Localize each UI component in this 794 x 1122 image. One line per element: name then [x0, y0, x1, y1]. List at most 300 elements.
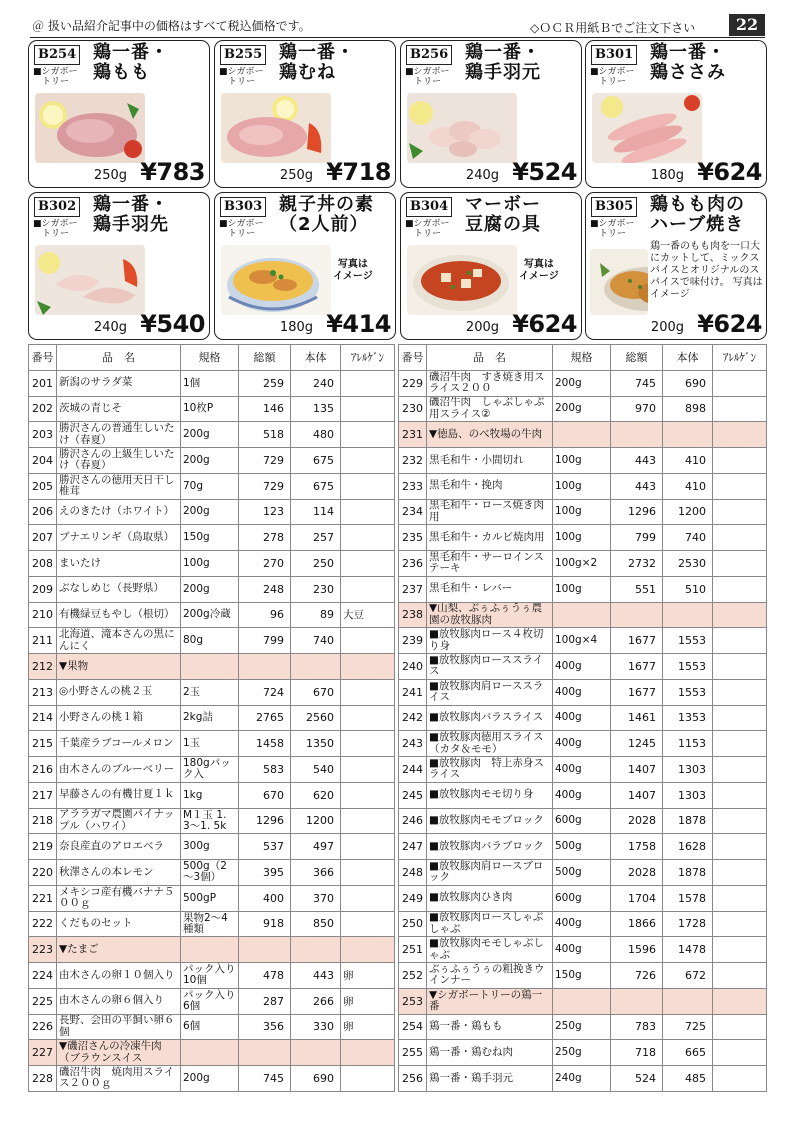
supplier-label: ■シガボー トリー	[405, 219, 450, 239]
cell-spec: 80g	[181, 628, 239, 654]
cell-allergen: 卵	[341, 1014, 395, 1040]
supplier-label: ■シガボー トリー	[590, 219, 635, 239]
product-name: 鶏一番・ 鶏もも	[93, 42, 169, 83]
cell-allergen	[341, 731, 395, 757]
product-photo	[407, 93, 517, 163]
cell-spec	[181, 654, 239, 680]
cell-no: 255	[399, 1040, 427, 1066]
product-price: ¥624	[697, 310, 762, 338]
table-header-row	[29, 345, 395, 371]
cell-name: ■放牧豚肉モモ切り身	[427, 782, 553, 808]
cell-allergen	[713, 448, 767, 474]
cell-base: 850	[291, 911, 341, 937]
product-card-b255	[214, 40, 396, 188]
product-weight: 250g	[279, 168, 313, 183]
table-row	[399, 654, 767, 680]
cell-total: 783	[611, 1014, 663, 1040]
product-weight: 250g	[93, 168, 127, 183]
cell-base: 330	[291, 1014, 341, 1040]
cell-no: 244	[399, 757, 427, 783]
cell-no: 210	[29, 602, 57, 628]
cell-no: 241	[399, 679, 427, 705]
cell-total: 918	[239, 911, 291, 937]
cell-spec: 200g冷蔵	[181, 602, 239, 628]
table-row	[399, 963, 767, 989]
cell-allergen	[341, 396, 395, 422]
product-card-b305	[585, 192, 767, 340]
cell-no: 243	[399, 731, 427, 757]
cell-no: 237	[399, 576, 427, 602]
table-row	[29, 499, 395, 525]
cell-name: ▼たまご	[57, 937, 181, 963]
cell-name: 早藤さんの有機甘夏１ｋ	[57, 782, 181, 808]
cell-name: アララガマ農園パイナップル（ハワイ）	[57, 808, 181, 834]
cell-name: ■放牧豚肉ロースしゃぶしゃぶ	[427, 911, 553, 937]
product-code: B301	[591, 45, 637, 65]
cell-name: 磯沼牛肉 しゃぶしゃぶ用スライス②	[427, 396, 553, 422]
cell-no: 236	[399, 551, 427, 577]
cell-total: 2732	[611, 551, 663, 577]
table-row	[29, 757, 395, 783]
cell-base: 1353	[663, 705, 713, 731]
cell-base: 740	[663, 525, 713, 551]
cell-spec: 100g	[553, 576, 611, 602]
cell-base	[663, 422, 713, 448]
cell-name: くだものセット	[57, 911, 181, 937]
cell-allergen	[713, 911, 767, 937]
table-row	[29, 885, 395, 911]
product-weight: 240g	[465, 168, 499, 183]
cell-name: ■放牧豚肉ロース４枚切り身	[427, 628, 553, 654]
cell-allergen	[341, 551, 395, 577]
cell-total	[611, 602, 663, 628]
cell-name: 黒毛和牛・挽肉	[427, 473, 553, 499]
product-code: B305	[591, 197, 637, 217]
table-row	[399, 860, 767, 886]
cell-no: 206	[29, 499, 57, 525]
product-photo	[35, 245, 145, 315]
cell-total: 729	[239, 473, 291, 499]
cell-name: 黒毛和牛・レバー	[427, 576, 553, 602]
cell-total: 395	[239, 860, 291, 886]
cell-no: 202	[29, 396, 57, 422]
product-code: B255	[220, 45, 266, 65]
table-row	[29, 576, 395, 602]
cell-allergen	[713, 396, 767, 422]
cell-spec: 400g	[553, 705, 611, 731]
cell-total: 970	[611, 396, 663, 422]
product-weight: 240g	[93, 320, 127, 335]
cell-name: ▼果物	[57, 654, 181, 680]
cell-total: 1461	[611, 705, 663, 731]
price-list	[28, 344, 766, 1096]
cell-name: ■放牧豚肉バラブロック	[427, 834, 553, 860]
table-row	[29, 911, 395, 937]
cell-spec: パック入り10個	[181, 963, 239, 989]
product-price: ¥540	[140, 310, 205, 338]
cell-no: 213	[29, 679, 57, 705]
cell-base: 266	[291, 988, 341, 1014]
table-row	[29, 731, 395, 757]
table-row	[399, 1014, 767, 1040]
cell-base: 1878	[663, 860, 713, 886]
cell-total: 1677	[611, 679, 663, 705]
product-card-b304	[400, 192, 582, 340]
page-header	[30, 14, 765, 38]
cell-name: ■放牧豚肉モモしゃぶしゃぶ	[427, 937, 553, 963]
product-weight: 180g	[279, 320, 313, 335]
cell-spec: 400g	[553, 731, 611, 757]
cell-base: 135	[291, 396, 341, 422]
cell-no: 226	[29, 1014, 57, 1040]
cell-no: 232	[399, 448, 427, 474]
product-card-b254	[28, 40, 210, 188]
cell-spec: 150g	[553, 963, 611, 989]
cell-total: 518	[239, 422, 291, 448]
cell-spec	[181, 1040, 239, 1066]
column-header: 品 名	[57, 345, 181, 371]
cell-name: 勝沢さんの徳用天日干し椎茸	[57, 473, 181, 499]
cell-total: 1407	[611, 757, 663, 783]
product-name: 鶏もも肉の ハーブ焼き	[650, 194, 745, 235]
column-header: 番号	[399, 345, 427, 371]
cell-allergen	[713, 988, 767, 1014]
cell-allergen	[341, 1066, 395, 1092]
cell-spec: 250g	[553, 1040, 611, 1066]
table-row	[399, 499, 767, 525]
table-row	[399, 396, 767, 422]
cell-total: 1458	[239, 731, 291, 757]
cell-total: 123	[239, 499, 291, 525]
cell-spec: 1玉	[181, 731, 239, 757]
cell-base: 1478	[663, 937, 713, 963]
cell-total: 537	[239, 834, 291, 860]
cell-name: ■放牧豚肉ひき肉	[427, 885, 553, 911]
cell-spec: 400g	[553, 654, 611, 680]
cell-name: まいたけ	[57, 551, 181, 577]
cell-allergen	[713, 422, 767, 448]
cell-base: 690	[663, 370, 713, 396]
cell-base: 1553	[663, 628, 713, 654]
product-name: 鶏一番・ 鶏手羽先	[93, 194, 169, 235]
cell-base	[663, 988, 713, 1014]
cell-spec: 600g	[553, 808, 611, 834]
cell-spec: 100g	[553, 499, 611, 525]
table-row	[399, 808, 767, 834]
cell-name: ▼磯沼さんの冷凍牛肉（ブラウンスイス	[57, 1040, 181, 1066]
cell-spec: 500g	[553, 834, 611, 860]
cell-total: 278	[239, 525, 291, 551]
cell-spec: 200g	[181, 576, 239, 602]
cell-allergen	[341, 885, 395, 911]
cell-spec: 300g	[181, 834, 239, 860]
cell-base: 240	[291, 370, 341, 396]
cell-base: 1728	[663, 911, 713, 937]
cell-no: 245	[399, 782, 427, 808]
cell-name: メキシコ産有機バナナ５００ｇ	[57, 885, 181, 911]
cell-base	[291, 1040, 341, 1066]
table-row	[399, 370, 767, 396]
column-header: ｱﾚﾙｹﾞﾝ	[713, 345, 767, 371]
table-row	[399, 937, 767, 963]
cell-base: 1578	[663, 885, 713, 911]
product-photo	[592, 93, 702, 163]
product-price: ¥718	[326, 158, 391, 186]
cell-allergen	[713, 473, 767, 499]
cell-total: 287	[239, 988, 291, 1014]
cell-no: 228	[29, 1066, 57, 1092]
cell-total: 356	[239, 1014, 291, 1040]
cell-no: 211	[29, 628, 57, 654]
cell-allergen	[341, 576, 395, 602]
cell-allergen	[713, 937, 767, 963]
cell-total: 270	[239, 551, 291, 577]
cell-allergen	[713, 731, 767, 757]
cell-name: ■放牧豚肉 特上赤身スライス	[427, 757, 553, 783]
column-header: 規格	[181, 345, 239, 371]
table-row	[399, 731, 767, 757]
cell-base: 740	[291, 628, 341, 654]
cell-allergen	[713, 499, 767, 525]
table-row	[399, 551, 767, 577]
table-row	[29, 370, 395, 396]
table-row	[29, 1014, 395, 1040]
cell-allergen	[341, 705, 395, 731]
cell-no: 247	[399, 834, 427, 860]
cell-base: 480	[291, 422, 341, 448]
table-row	[29, 860, 395, 886]
cell-name: ■放牧豚肉肩ロースブロック	[427, 860, 553, 886]
cell-total: 400	[239, 885, 291, 911]
cell-total: 248	[239, 576, 291, 602]
cell-name: ▼山梨、ぶぅふぅうぅ農園の放牧豚肉	[427, 602, 553, 628]
cell-base: 1153	[663, 731, 713, 757]
cell-name: 茨城の青じそ	[57, 396, 181, 422]
cell-spec: 400g	[553, 679, 611, 705]
cell-base: 690	[291, 1066, 341, 1092]
cell-name: 由木さんの卵１０個入り	[57, 963, 181, 989]
cell-base: 485	[663, 1066, 713, 1092]
cell-allergen	[713, 628, 767, 654]
cell-no: 212	[29, 654, 57, 680]
table-row	[29, 628, 395, 654]
cell-total: 1677	[611, 628, 663, 654]
cell-total: 1677	[611, 654, 663, 680]
cell-base: 366	[291, 860, 341, 886]
cell-name: 奈良産直のアロエベラ	[57, 834, 181, 860]
cell-spec: 100g	[553, 448, 611, 474]
supplier-label: ■シガボー トリー	[590, 67, 635, 87]
column-header: 本体	[663, 345, 713, 371]
table-row	[29, 602, 395, 628]
cell-no: 207	[29, 525, 57, 551]
cell-spec: 500g（2～3個）	[181, 860, 239, 886]
product-card-b302	[28, 192, 210, 340]
cell-allergen	[341, 473, 395, 499]
cell-total: 799	[239, 628, 291, 654]
cell-base: 89	[291, 602, 341, 628]
supplier-label: ■シガボー トリー	[219, 67, 264, 87]
cell-allergen	[713, 679, 767, 705]
cell-total: 1596	[611, 937, 663, 963]
cell-spec: 250g	[553, 1014, 611, 1040]
cell-name: 小野さんの桃１箱	[57, 705, 181, 731]
product-code: B303	[220, 197, 266, 217]
cell-no: 250	[399, 911, 427, 937]
cell-spec: 180gパック入	[181, 757, 239, 783]
cell-no: 252	[399, 963, 427, 989]
product-name: 鶏一番・ 鶏むね	[279, 42, 355, 83]
cell-base: 114	[291, 499, 341, 525]
cell-base: 670	[291, 679, 341, 705]
cell-spec: 200g	[181, 422, 239, 448]
cell-spec: 200g	[181, 499, 239, 525]
column-header: ｱﾚﾙｹﾞﾝ	[341, 345, 395, 371]
table-row	[399, 1066, 767, 1092]
cell-total: 745	[611, 370, 663, 396]
cell-base: 1553	[663, 654, 713, 680]
table-row	[29, 988, 395, 1014]
cell-base: 540	[291, 757, 341, 783]
product-code: B304	[406, 197, 452, 217]
cell-no: 239	[399, 628, 427, 654]
cell-base: 410	[663, 448, 713, 474]
cell-no: 216	[29, 757, 57, 783]
table-row	[399, 834, 767, 860]
cell-allergen	[341, 654, 395, 680]
cell-total: 724	[239, 679, 291, 705]
product-photo	[221, 93, 331, 163]
cell-total: 670	[239, 782, 291, 808]
product-cards	[28, 40, 766, 340]
cell-base: 1350	[291, 731, 341, 757]
cell-no: 201	[29, 370, 57, 396]
cell-name: 鶏一番・鶏むね肉	[427, 1040, 553, 1066]
cell-name: 黒毛和牛・カルビ焼肉用	[427, 525, 553, 551]
cell-name: 磯沼牛肉 焼肉用スライス２００ｇ	[57, 1066, 181, 1092]
cell-no: 234	[399, 499, 427, 525]
cell-total: 718	[611, 1040, 663, 1066]
cell-allergen	[713, 885, 767, 911]
cell-base: 250	[291, 551, 341, 577]
table-row	[399, 782, 767, 808]
cell-base: 620	[291, 782, 341, 808]
product-photo	[407, 245, 517, 315]
cell-base: 675	[291, 473, 341, 499]
product-card-b301	[585, 40, 767, 188]
cell-allergen	[341, 1040, 395, 1066]
cell-name: 千葉産ラブコールメロン	[57, 731, 181, 757]
cell-spec: 1kg	[181, 782, 239, 808]
table-row	[399, 705, 767, 731]
section-row	[29, 654, 395, 680]
product-code: B302	[34, 197, 80, 217]
cell-total: 2028	[611, 860, 663, 886]
table-row	[399, 679, 767, 705]
cell-total: 551	[611, 576, 663, 602]
cell-total: 2765	[239, 705, 291, 731]
product-code: B254	[34, 45, 80, 65]
table-row	[29, 834, 395, 860]
cell-name: ぶぅふぅうぅの粗挽きウインナー	[427, 963, 553, 989]
cell-name: ■放牧豚肉徳用スライス（カタ＆モモ）	[427, 731, 553, 757]
cell-no: 242	[399, 705, 427, 731]
cell-allergen	[341, 757, 395, 783]
table-row	[29, 963, 395, 989]
table-row	[29, 1066, 395, 1092]
cell-name: ▼徳島、のべ牧場の牛肉	[427, 422, 553, 448]
cell-no: 253	[399, 988, 427, 1014]
product-price: ¥524	[512, 158, 577, 186]
table-row	[399, 628, 767, 654]
cell-spec: 150g	[181, 525, 239, 551]
product-price: ¥624	[697, 158, 762, 186]
cell-spec: 果物2～4種類	[181, 911, 239, 937]
table-row	[29, 448, 395, 474]
cell-no: 203	[29, 422, 57, 448]
cell-spec: 400g	[553, 911, 611, 937]
section-row	[399, 988, 767, 1014]
cell-base: 410	[663, 473, 713, 499]
cell-allergen	[713, 576, 767, 602]
cell-allergen	[713, 551, 767, 577]
cell-allergen	[341, 448, 395, 474]
cell-base: 2530	[663, 551, 713, 577]
price-table-left	[28, 344, 395, 1092]
cell-no: 209	[29, 576, 57, 602]
product-name: 鶏一番・ 鶏ささみ	[650, 42, 726, 83]
product-card-b256	[400, 40, 582, 188]
product-name: 親子丼の素 （2人前）	[279, 194, 374, 235]
cell-base: 230	[291, 576, 341, 602]
cell-allergen	[341, 937, 395, 963]
cell-base: 675	[291, 448, 341, 474]
column-header: 品 名	[427, 345, 553, 371]
cell-base: 665	[663, 1040, 713, 1066]
cell-name: ◎小野さんの桃２玉	[57, 679, 181, 705]
page-number: 22	[729, 14, 765, 36]
column-header: 番号	[29, 345, 57, 371]
table-row	[29, 679, 395, 705]
table-row	[399, 757, 767, 783]
product-name: 鶏一番・ 鶏手羽元	[465, 42, 541, 83]
cell-allergen	[713, 654, 767, 680]
supplier-label: ■シガボー トリー	[33, 67, 78, 87]
cell-allergen	[341, 834, 395, 860]
cell-base: 257	[291, 525, 341, 551]
table-row	[399, 885, 767, 911]
cell-base: 510	[663, 576, 713, 602]
cell-no: 256	[399, 1066, 427, 1092]
cell-base: 443	[291, 963, 341, 989]
cell-no: 223	[29, 937, 57, 963]
cell-no: 233	[399, 473, 427, 499]
cell-allergen: 卵	[341, 963, 395, 989]
product-photo	[35, 93, 145, 163]
cell-total: 1296	[239, 808, 291, 834]
cell-spec: 400g	[553, 757, 611, 783]
cell-total	[239, 1040, 291, 1066]
cell-spec: 10枚P	[181, 396, 239, 422]
cell-spec	[553, 602, 611, 628]
cell-no: 222	[29, 911, 57, 937]
cell-name: ■放牧豚肉ローススライス	[427, 654, 553, 680]
cell-spec: 200g	[181, 1066, 239, 1092]
cell-name: 鶏一番・鶏もも	[427, 1014, 553, 1040]
cell-no: 204	[29, 448, 57, 474]
cell-base	[291, 937, 341, 963]
cell-name: ■放牧豚肉バラスライス	[427, 705, 553, 731]
